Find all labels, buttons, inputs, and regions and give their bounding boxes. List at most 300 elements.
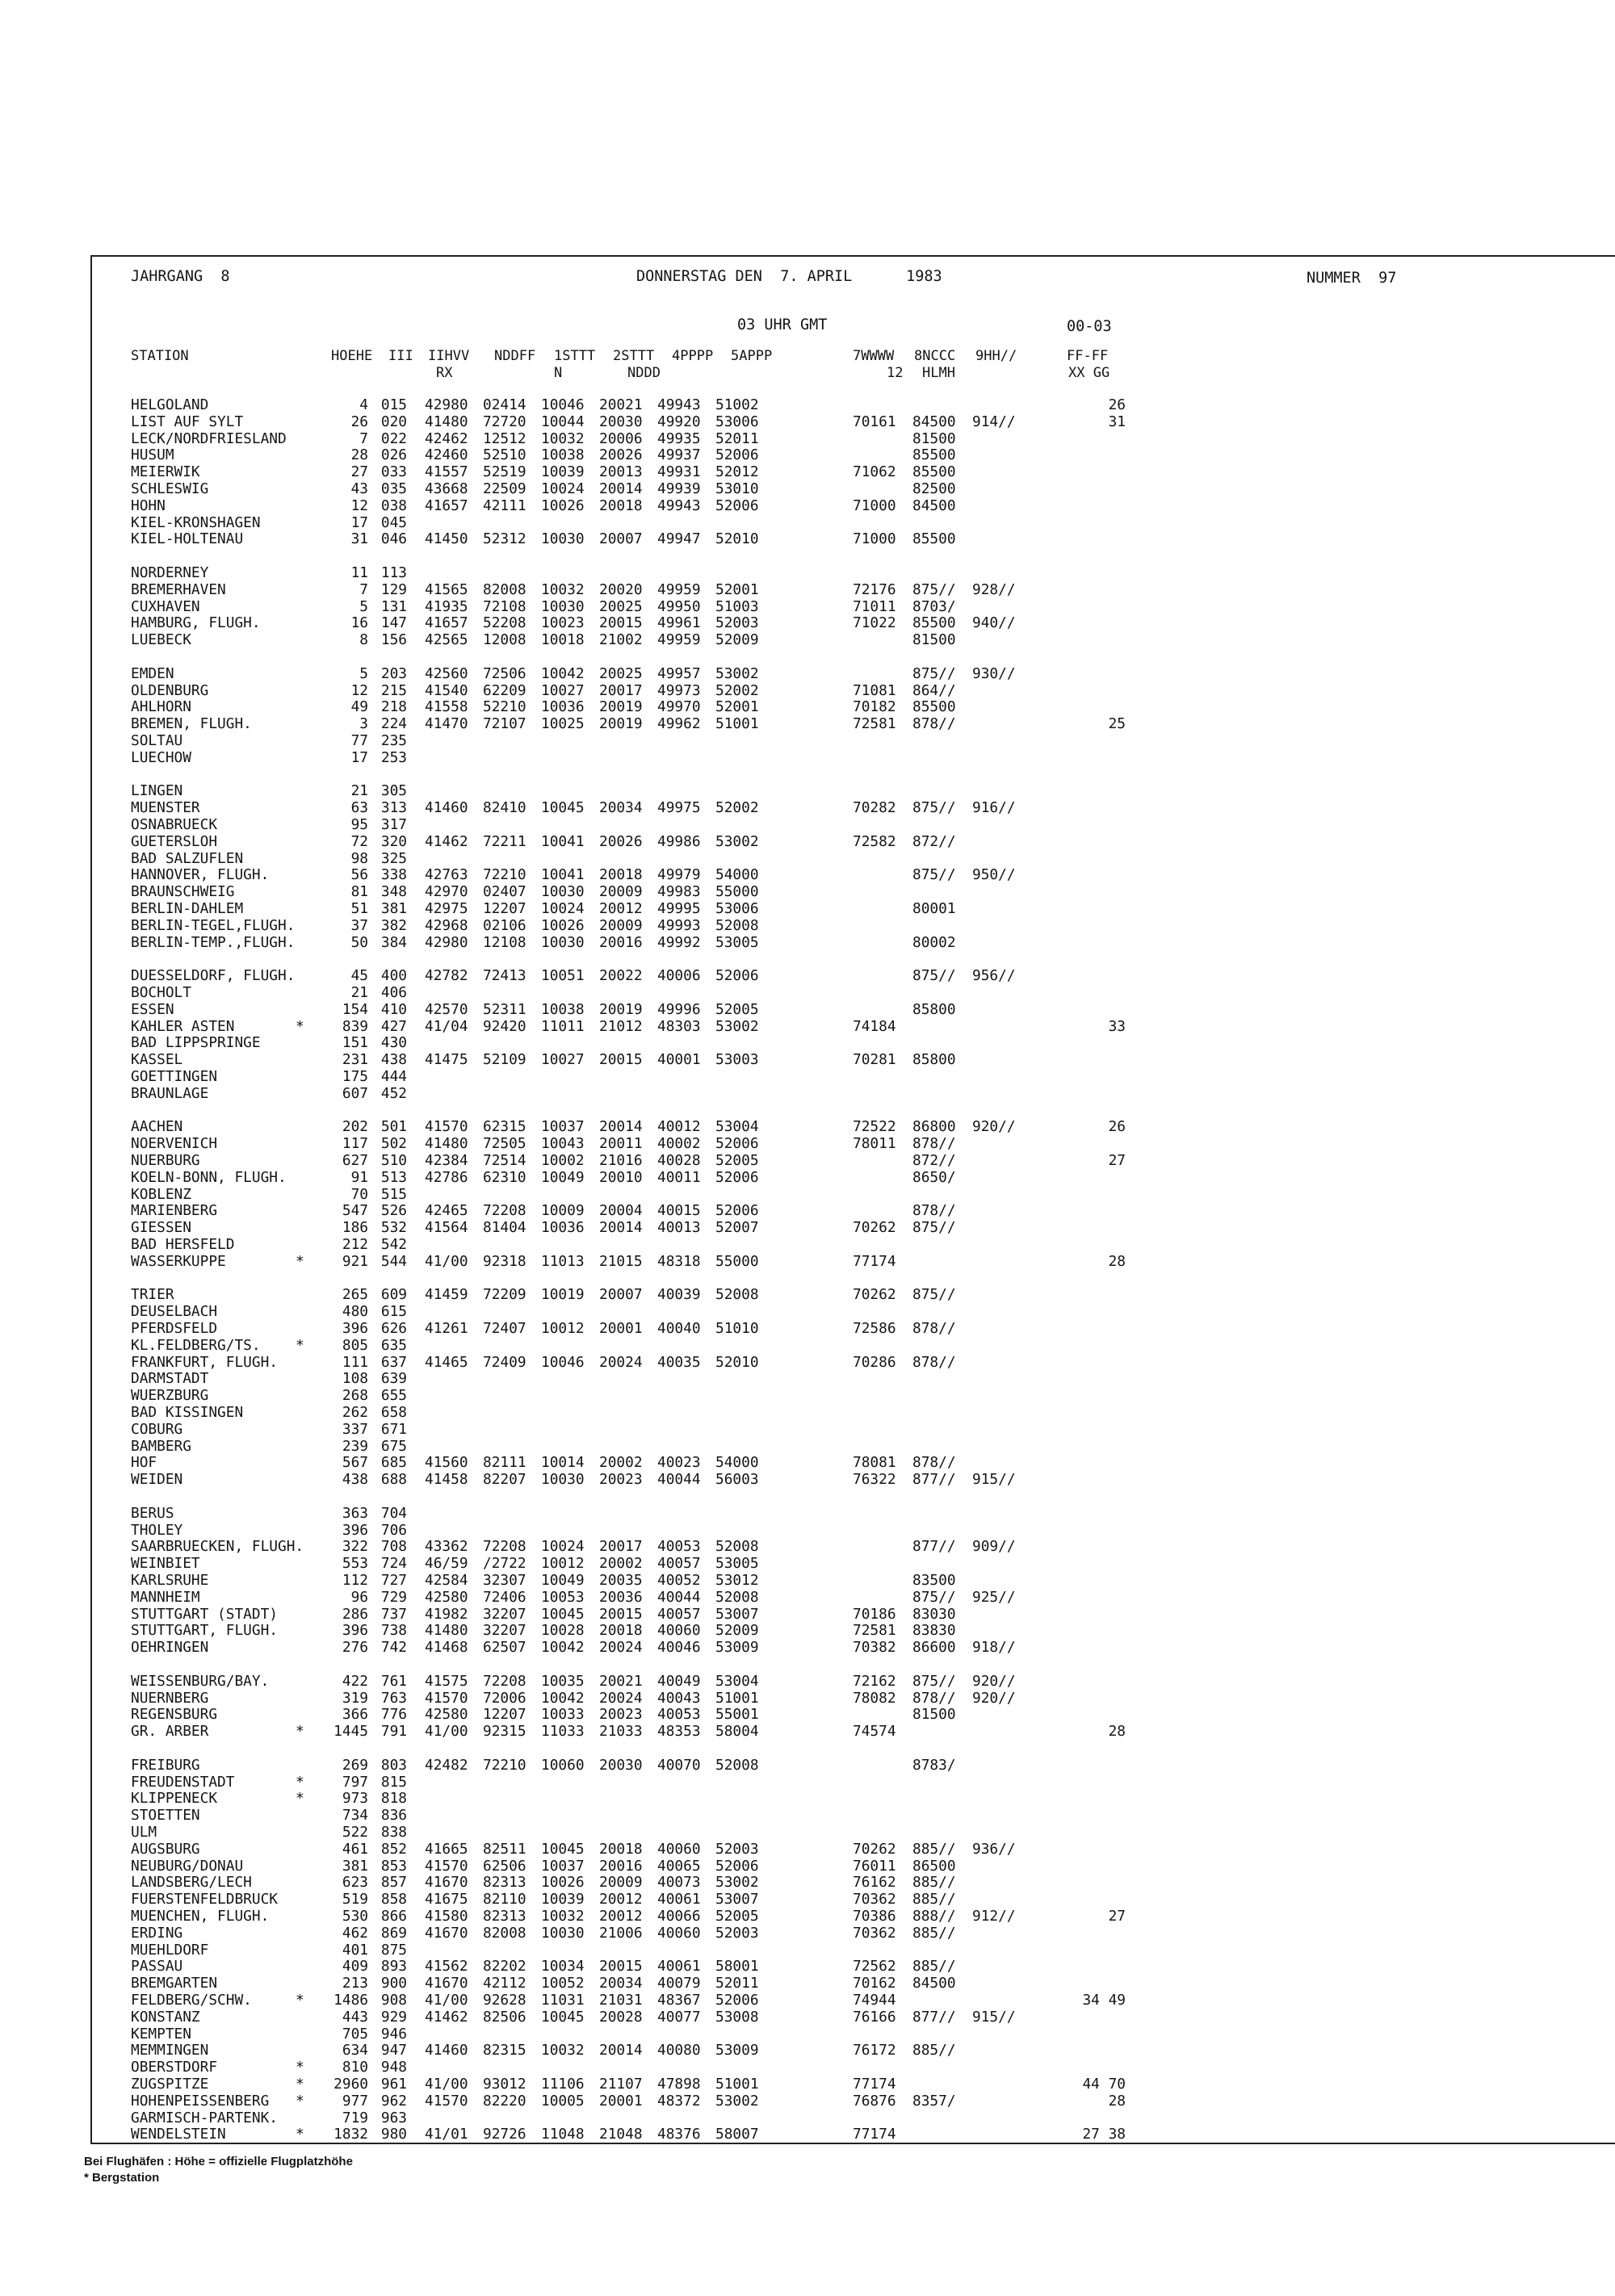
iihvv-value: 41462 <box>425 832 468 850</box>
hoehe-value: 21 <box>350 984 368 1001</box>
hoehe-value: 37 <box>350 916 368 934</box>
col-8nccc-sub: HLMH <box>922 365 955 381</box>
iii-value: 156 <box>380 631 407 649</box>
wwww-value: 70362 <box>853 1891 896 1908</box>
station-name: STOETTEN <box>131 1807 200 1825</box>
station-name: MEIERWIK <box>131 463 200 481</box>
nccc-value: 878// <box>912 715 956 733</box>
station-name: THOLEY <box>131 1521 183 1539</box>
col-ff: FF-FF <box>1067 348 1109 364</box>
hoehe-value: 627 <box>342 1152 368 1169</box>
hoehe-value: 17 <box>350 513 368 531</box>
hoehe-value: 921 <box>342 1252 368 1270</box>
station-name: ZUGSPITZE <box>131 2076 209 2093</box>
iihvv-value: 41450 <box>425 530 468 548</box>
station-name: BAD SALZUFLEN <box>131 849 244 867</box>
sttt-value: 10034 <box>541 1958 585 1975</box>
iihvv-value: 41557 <box>425 463 468 481</box>
ffgg-value: 31 <box>1108 413 1126 430</box>
iii-value: 515 <box>380 1185 407 1203</box>
nddff-value: 92420 <box>483 1017 526 1035</box>
iii-value: 510 <box>380 1152 407 1169</box>
appp-value: 52008 <box>715 1588 759 1606</box>
station-name: BOCHOLT <box>131 984 191 1001</box>
iihvv-value: 41575 <box>425 1672 468 1690</box>
mountain-marker: * <box>296 1992 304 2009</box>
station-name: BAD KISSINGEN <box>131 1404 244 1421</box>
station-name: BREMGARTEN <box>131 1975 218 1992</box>
hoehe-value: 26 <box>350 413 368 430</box>
station-name: WEIDEN <box>131 1471 183 1489</box>
sttt2-value: 20011 <box>599 1135 643 1153</box>
station-name: KOBLENZ <box>131 1185 191 1203</box>
iihvv-value: 41562 <box>425 1958 468 1975</box>
hh-value: 912// <box>972 1908 1016 1925</box>
appp-value: 52006 <box>715 1992 759 2009</box>
iihvv-value: 41/00 <box>425 1992 468 2009</box>
station-name: MUEHLDORF <box>131 1941 209 1959</box>
hoehe-value: 443 <box>342 2008 368 2026</box>
nddff-value: 42112 <box>483 1975 526 1992</box>
sttt-value: 10027 <box>541 681 585 699</box>
nccc-value: 877// <box>912 1471 956 1489</box>
iihvv-value: 42460 <box>425 446 468 464</box>
appp-value: 53010 <box>715 480 759 497</box>
iii-value: 961 <box>380 2076 407 2093</box>
col-7wwww: 7WWWW <box>853 348 895 364</box>
iihvv-value: 41462 <box>425 2008 468 2026</box>
wwww-value: 71062 <box>853 463 896 481</box>
sttt-value: 10045 <box>541 2008 585 2026</box>
sttt2-value: 20002 <box>599 1555 643 1573</box>
hoehe-value: 567 <box>342 1454 368 1472</box>
iii-value: 410 <box>380 1000 407 1018</box>
iihvv-value: 41460 <box>425 799 468 817</box>
appp-value: 53005 <box>715 1555 759 1573</box>
nddff-value: 93012 <box>483 2076 526 2093</box>
hoehe-value: 91 <box>350 1168 368 1186</box>
wwww-value: 78011 <box>853 1135 896 1153</box>
pppp-value: 40060 <box>657 1924 701 1942</box>
nccc-value: 875// <box>912 664 956 682</box>
hoehe-value: 269 <box>342 1756 368 1774</box>
nccc-value: 81500 <box>912 631 956 649</box>
appp-value: 52007 <box>715 1219 759 1237</box>
nddff-value: 82008 <box>483 1924 526 1942</box>
pppp-value: 48367 <box>657 1992 701 2009</box>
iihvv-value: 41540 <box>425 681 468 699</box>
wwww-value: 72581 <box>853 715 896 733</box>
iii-value: 776 <box>380 1706 407 1724</box>
sttt-value: 10026 <box>541 496 585 514</box>
nddff-value: 52208 <box>483 614 526 632</box>
hoehe-value: 396 <box>342 1320 368 1337</box>
iii-value: 026 <box>380 446 407 464</box>
iii-value: 742 <box>380 1639 407 1657</box>
sttt-value: 10046 <box>541 396 585 413</box>
nddff-value: 81404 <box>483 1219 526 1237</box>
hoehe-value: 401 <box>342 1941 368 1959</box>
hoehe-value: 519 <box>342 1891 368 1908</box>
nccc-value: 885// <box>912 1958 956 1975</box>
sttt-value: 10024 <box>541 900 585 917</box>
pppp-value: 40044 <box>657 1471 701 1489</box>
nccc-value: 872// <box>912 832 956 850</box>
pppp-value: 49995 <box>657 900 701 917</box>
nddff-value: 82207 <box>483 1471 526 1489</box>
sttt2-value: 20015 <box>599 1051 643 1069</box>
station-name: BERLIN-DAHLEM <box>131 900 244 917</box>
sttt-value: 10042 <box>541 1639 585 1657</box>
iii-value: 147 <box>380 614 407 632</box>
appp-value: 53002 <box>715 2092 759 2110</box>
pppp-value: 40035 <box>657 1353 701 1371</box>
iii-value: 946 <box>380 2025 407 2043</box>
pppp-value: 40006 <box>657 967 701 985</box>
hoehe-value: 409 <box>342 1958 368 1975</box>
iii-value: 729 <box>380 1588 407 1606</box>
appp-value: 53007 <box>715 1891 759 1908</box>
station-name: FRANKFURT, FLUGH. <box>131 1353 278 1371</box>
sttt2-value: 20028 <box>599 2008 643 2026</box>
pppp-value: 40043 <box>657 1689 701 1707</box>
pppp-value: 49950 <box>657 597 701 615</box>
ffgg-value: 27 38 <box>1082 2126 1126 2143</box>
station-name: TRIER <box>131 1286 174 1304</box>
appp-value: 51002 <box>715 396 759 413</box>
wwww-value: 70162 <box>853 1975 896 1992</box>
station-name: EMDEN <box>131 664 174 682</box>
pppp-value: 47898 <box>657 2076 701 2093</box>
nddff-value: 32207 <box>483 1605 526 1623</box>
nddff-value: 92315 <box>483 1723 526 1741</box>
sttt-value: 10049 <box>541 1572 585 1589</box>
hoehe-value: 117 <box>342 1135 368 1153</box>
appp-value: 52003 <box>715 1840 759 1858</box>
sttt2-value: 20024 <box>599 1639 643 1657</box>
sttt-value: 10009 <box>541 1202 585 1220</box>
iii-value: 320 <box>380 832 407 850</box>
nddff-value: 22509 <box>483 480 526 497</box>
iii-value: 893 <box>380 1958 407 1975</box>
station-name: OSNABRUECK <box>131 816 218 833</box>
iihvv-value: 42580 <box>425 1588 468 1606</box>
hoehe-value: 7 <box>359 429 368 447</box>
pppp-value: 40079 <box>657 1975 701 1992</box>
iii-value: 626 <box>380 1320 407 1337</box>
sttt-value: 10041 <box>541 866 585 884</box>
pppp-value: 40044 <box>657 1588 701 1606</box>
hh-value: 928// <box>972 580 1016 598</box>
nddff-value: 72514 <box>483 1152 526 1169</box>
pppp-value: 40039 <box>657 1286 701 1304</box>
appp-value: 53002 <box>715 832 759 850</box>
iii-value: 791 <box>380 1723 407 1741</box>
hh-value: 956// <box>972 967 1016 985</box>
station-name: BAD LIPPSPRINGE <box>131 1034 261 1052</box>
iihvv-value: 42968 <box>425 916 468 934</box>
station-name: BAD HERSFELD <box>131 1236 235 1253</box>
sttt-value: 10023 <box>541 614 585 632</box>
iii-value: 325 <box>380 849 407 867</box>
sttt-value: 10042 <box>541 664 585 682</box>
iihvv-value: 46/59 <box>425 1555 468 1573</box>
nddff-value: 72210 <box>483 1756 526 1774</box>
iii-value: 131 <box>380 597 407 615</box>
pppp-value: 40040 <box>657 1320 701 1337</box>
station-name: MUENCHEN, FLUGH. <box>131 1908 270 1925</box>
iihvv-value: 41657 <box>425 614 468 632</box>
station-name: AUGSBURG <box>131 1840 200 1858</box>
wwww-value: 76876 <box>853 2092 896 2110</box>
wwww-value: 74944 <box>853 1992 896 2009</box>
wwww-value: 76162 <box>853 1874 896 1892</box>
hoehe-value: 95 <box>350 816 368 833</box>
nddff-value: 52312 <box>483 530 526 548</box>
nddff-value: 52109 <box>483 1051 526 1069</box>
hoehe-value: 239 <box>342 1437 368 1455</box>
appp-value: 52005 <box>715 1152 759 1169</box>
pppp-value: 40023 <box>657 1454 701 1472</box>
sttt2-value: 20007 <box>599 1286 643 1304</box>
hoehe-value: 973 <box>342 1790 368 1808</box>
nccc-value: 885// <box>912 1840 956 1858</box>
col-iii: III <box>388 348 413 364</box>
sttt2-value: 20004 <box>599 1202 643 1220</box>
sttt2-value: 20014 <box>599 480 643 497</box>
wwww-value: 77174 <box>853 2076 896 2093</box>
appp-value: 53003 <box>715 1051 759 1069</box>
iihvv-value: 42980 <box>425 933 468 951</box>
station-name: KOELN-BONN, FLUGH. <box>131 1168 287 1186</box>
iii-value: 452 <box>380 1084 407 1102</box>
col-hoehe: HOEHE <box>331 348 373 364</box>
hh-value: 920// <box>972 1118 1016 1136</box>
iii-value: 727 <box>380 1572 407 1589</box>
hoehe-value: 396 <box>342 1521 368 1539</box>
iii-value: 532 <box>380 1219 407 1237</box>
wind-period: 00-03 <box>1067 318 1112 335</box>
sttt-value: 10052 <box>541 1975 585 1992</box>
appp-value: 52002 <box>715 799 759 817</box>
mountain-marker: * <box>296 2126 304 2143</box>
iihvv-value: 42786 <box>425 1168 468 1186</box>
iihvv-value: 41/04 <box>425 1017 468 1035</box>
sttt-value: 10026 <box>541 1874 585 1892</box>
ffgg-value: 27 <box>1108 1152 1126 1169</box>
nccc-value: 878// <box>912 1353 956 1371</box>
sttt-value: 10012 <box>541 1555 585 1573</box>
appp-value: 52006 <box>715 1857 759 1875</box>
iii-value: 253 <box>380 748 407 766</box>
sttt-value: 10032 <box>541 429 585 447</box>
sttt-value: 10035 <box>541 1672 585 1690</box>
pppp-value: 49975 <box>657 799 701 817</box>
appp-value: 55000 <box>715 883 759 901</box>
sttt2-value: 21016 <box>599 1152 643 1169</box>
iii-value: 215 <box>380 681 407 699</box>
nccc-value: 8357/ <box>912 2092 956 2110</box>
iii-value: 962 <box>380 2092 407 2110</box>
sttt-value: 11013 <box>541 1252 585 1270</box>
iii-value: 235 <box>380 732 407 749</box>
hoehe-value: 322 <box>342 1538 368 1556</box>
iihvv-value: 41558 <box>425 698 468 716</box>
col-2sttt-sub: NDDD <box>627 365 661 381</box>
appp-value: 52011 <box>715 1975 759 1992</box>
pppp-value: 40080 <box>657 2042 701 2059</box>
sttt2-value: 20014 <box>599 2042 643 2059</box>
pppp-value: 49943 <box>657 496 701 514</box>
station-name: STUTTGART, FLUGH. <box>131 1622 278 1640</box>
sttt-value: 10018 <box>541 631 585 649</box>
nccc-value: 875// <box>912 580 956 598</box>
pppp-value: 49920 <box>657 413 701 430</box>
iii-value: 035 <box>380 480 407 497</box>
nccc-value: 81500 <box>912 1706 956 1724</box>
pppp-value: 40060 <box>657 1840 701 1858</box>
iihvv-value: 41560 <box>425 1454 468 1472</box>
iii-value: 763 <box>380 1689 407 1707</box>
nccc-value: 875// <box>912 967 956 985</box>
nddff-value: 52510 <box>483 446 526 464</box>
nddff-value: 82313 <box>483 1874 526 1892</box>
hoehe-value: 43 <box>350 480 368 497</box>
station-name: ERDING <box>131 1924 183 1942</box>
hh-value: 936// <box>972 1840 1016 1858</box>
sttt2-value: 20025 <box>599 597 643 615</box>
wwww-value: 78081 <box>853 1454 896 1472</box>
sttt2-value: 20014 <box>599 1219 643 1237</box>
station-name: KIEL-KRONSHAGEN <box>131 513 261 531</box>
sttt-value: 10002 <box>541 1152 585 1169</box>
iii-value: 038 <box>380 496 407 514</box>
hh-value: 920// <box>972 1689 1016 1707</box>
iihvv-value: 42384 <box>425 1152 468 1169</box>
sttt-value: 10046 <box>541 1353 585 1371</box>
appp-value: 53006 <box>715 900 759 917</box>
sttt2-value: 20009 <box>599 883 643 901</box>
iii-value: 224 <box>380 715 407 733</box>
station-name: LANDSBERG/LECH <box>131 1874 252 1892</box>
nccc-value: 875// <box>912 1286 956 1304</box>
sttt2-value: 21048 <box>599 2126 643 2143</box>
station-name: SAARBRUECKEN, FLUGH. <box>131 1538 304 1556</box>
hoehe-value: 797 <box>342 1773 368 1791</box>
iii-value: 836 <box>380 1807 407 1825</box>
station-name: ULM <box>131 1824 157 1841</box>
pppp-value: 40073 <box>657 1874 701 1892</box>
nccc-value: 885// <box>912 2042 956 2059</box>
appp-value: 53008 <box>715 2008 759 2026</box>
pppp-value: 40057 <box>657 1555 701 1573</box>
col-nddff: NDDFF <box>494 348 536 364</box>
ffgg-value: 26 <box>1108 1118 1126 1136</box>
hoehe-value: 49 <box>350 698 368 716</box>
hoehe-value: 45 <box>350 967 368 985</box>
wwww-value: 72582 <box>853 832 896 850</box>
hoehe-value: 28 <box>350 446 368 464</box>
sttt2-value: 20023 <box>599 1471 643 1489</box>
pppp-value: 40070 <box>657 1756 701 1774</box>
station-name: BERLIN-TEGEL,FLUGH. <box>131 916 296 934</box>
station-name: WASSERKUPPE <box>131 1252 226 1270</box>
hoehe-value: 381 <box>342 1857 368 1875</box>
appp-value: 51010 <box>715 1320 759 1337</box>
station-name: SOLTAU <box>131 732 183 749</box>
station-name: GR. ARBER <box>131 1723 209 1741</box>
appp-value: 53002 <box>715 1017 759 1035</box>
iihvv-value: 41/00 <box>425 1723 468 1741</box>
sttt-value: 10036 <box>541 1219 585 1237</box>
iii-value: 501 <box>380 1118 407 1136</box>
station-name: FREUDENSTADT <box>131 1773 235 1791</box>
wwww-value: 70281 <box>853 1051 896 1069</box>
hh-value: 915// <box>972 2008 1016 2026</box>
wwww-value: 70262 <box>853 1219 896 1237</box>
hoehe-value: 810 <box>342 2059 368 2076</box>
iihvv-value: 41570 <box>425 1689 468 1707</box>
pppp-value: 49973 <box>657 681 701 699</box>
nddff-value: 72720 <box>483 413 526 430</box>
wwww-value: 72562 <box>853 1958 896 1975</box>
iii-value: 900 <box>380 1975 407 1992</box>
hoehe-value: 623 <box>342 1874 368 1892</box>
sttt2-value: 20009 <box>599 916 643 934</box>
sttt-value: 11031 <box>541 1992 585 2009</box>
iihvv-value: 41459 <box>425 1286 468 1304</box>
pppp-value: 49993 <box>657 916 701 934</box>
nccc-value: 888// <box>912 1908 956 1925</box>
sttt-value: 10014 <box>541 1454 585 1472</box>
sttt2-value: 21002 <box>599 631 643 649</box>
nccc-value: 83830 <box>912 1622 956 1640</box>
station-name: OBERSTDORF <box>131 2059 218 2076</box>
appp-value: 52002 <box>715 681 759 699</box>
hh-value: 909// <box>972 1538 1016 1556</box>
hoehe-value: 3 <box>359 715 368 733</box>
station-name: HANNOVER, FLUGH. <box>131 866 270 884</box>
iihvv-value: 41580 <box>425 1908 468 1925</box>
iihvv-value: 41/01 <box>425 2126 468 2143</box>
iihvv-value: 41/00 <box>425 1252 468 1270</box>
wwww-value: 70262 <box>853 1286 896 1304</box>
hoehe-value: 56 <box>350 866 368 884</box>
station-name: HELGOLAND <box>131 396 209 413</box>
wwww-value: 71011 <box>853 597 896 615</box>
station-name: BAMBERG <box>131 1437 191 1455</box>
nccc-value: 85800 <box>912 1000 956 1018</box>
appp-value: 56003 <box>715 1471 759 1489</box>
sttt2-value: 20020 <box>599 580 643 598</box>
iii-value: 908 <box>380 1992 407 2009</box>
hoehe-value: 5 <box>359 597 368 615</box>
nccc-value: 8650/ <box>912 1168 956 1186</box>
pppp-value: 49983 <box>657 883 701 901</box>
station-name: KASSEL <box>131 1051 183 1069</box>
wwww-value: 72162 <box>853 1672 896 1690</box>
hoehe-value: 461 <box>342 1840 368 1858</box>
sttt2-value: 21006 <box>599 1924 643 1942</box>
sttt2-value: 20036 <box>599 1588 643 1606</box>
appp-value: 52011 <box>715 429 759 447</box>
appp-value: 52009 <box>715 1622 759 1640</box>
station-name: PASSAU <box>131 1958 183 1975</box>
pppp-value: 49986 <box>657 832 701 850</box>
nddff-value: 12207 <box>483 1706 526 1724</box>
iii-value: 348 <box>380 883 407 901</box>
iii-value: 502 <box>380 1135 407 1153</box>
